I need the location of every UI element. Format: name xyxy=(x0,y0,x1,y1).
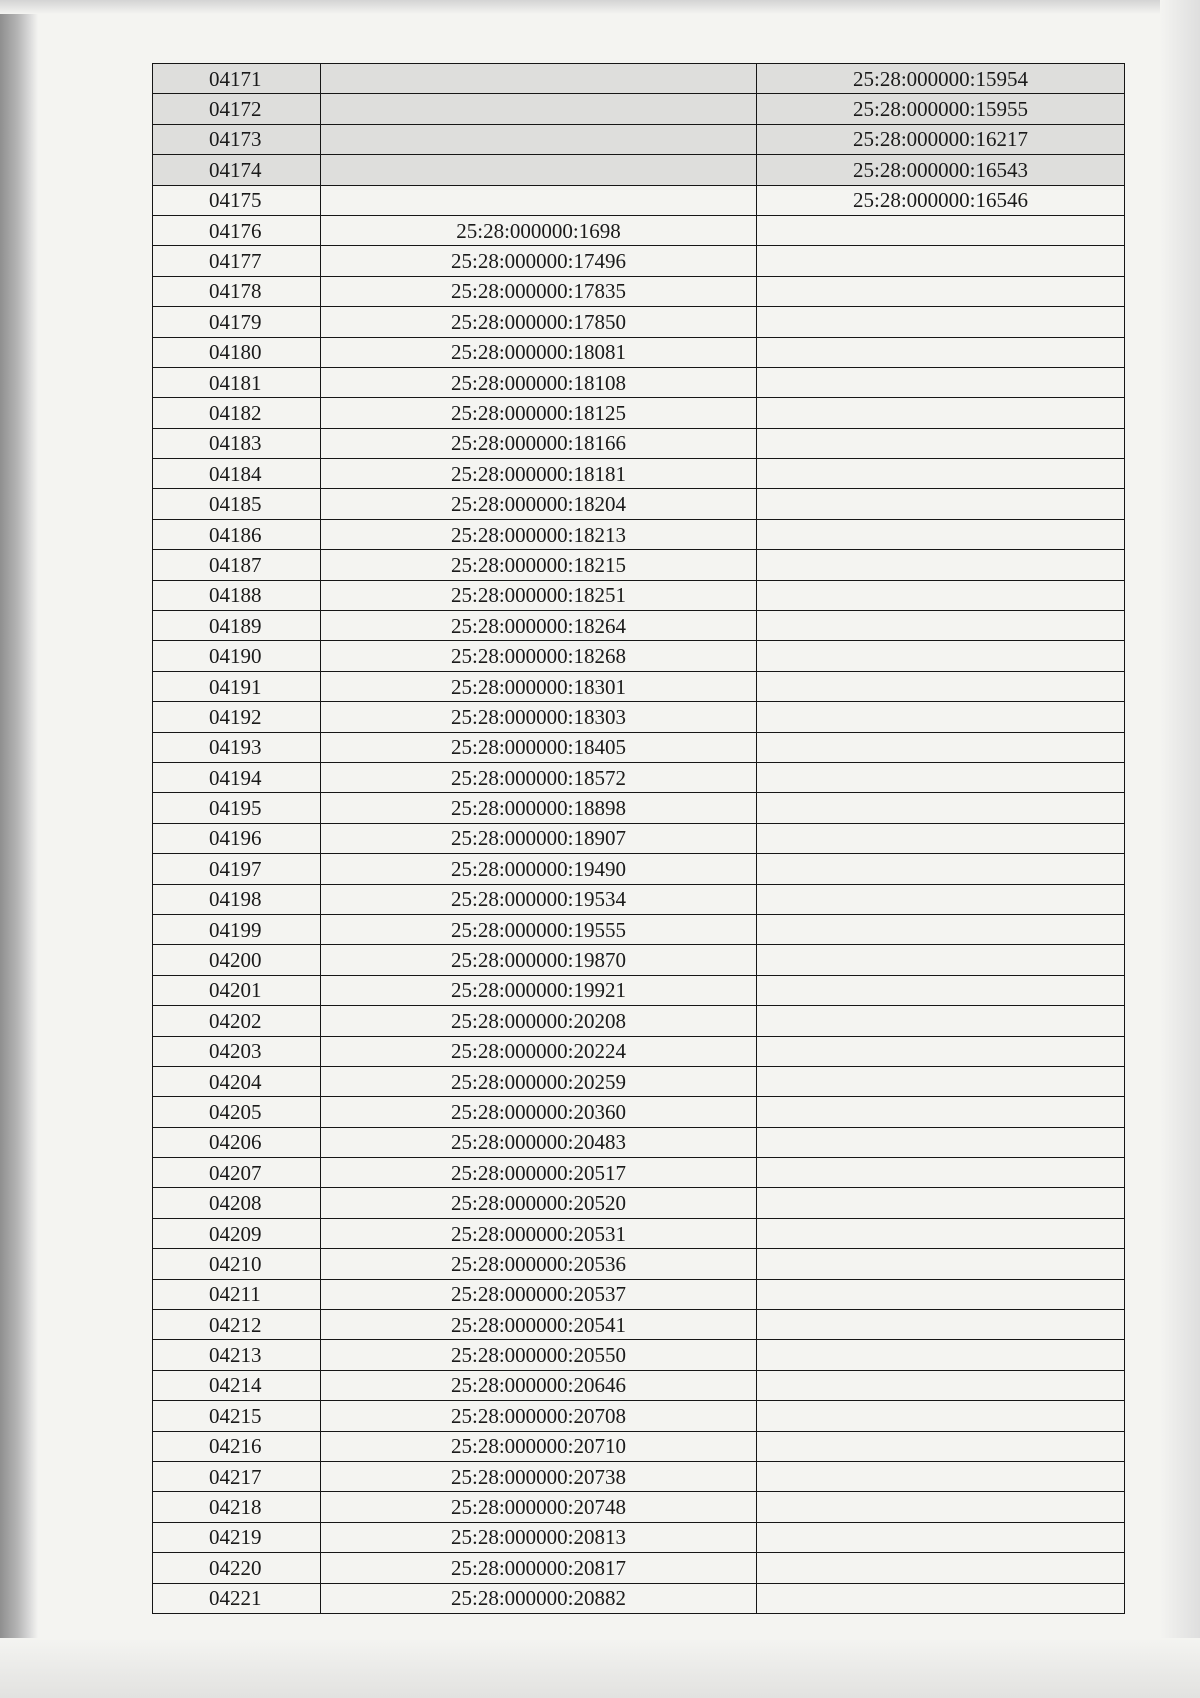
row-number-cell: 04192 xyxy=(153,702,321,732)
row-number-cell: 04199 xyxy=(153,914,321,944)
cadastral-number-cell-secondary xyxy=(757,215,1125,245)
cadastral-number-cell xyxy=(321,124,757,154)
cadastral-number-cell-secondary xyxy=(757,1188,1125,1218)
cadastral-number-cell-secondary xyxy=(757,1492,1125,1522)
table-row xyxy=(153,246,1125,276)
cadastral-number-cell: 25:28:000000:20208 xyxy=(321,1006,757,1036)
cadastral-number-cell: 25:28:000000:18181 xyxy=(321,459,757,489)
row-number-cell: 04218 xyxy=(153,1492,321,1522)
table-row xyxy=(153,1218,1125,1248)
row-number-cell: 04197 xyxy=(153,854,321,884)
row-number-cell: 04211 xyxy=(153,1279,321,1309)
cadastral-number-cell-secondary xyxy=(757,854,1125,884)
cadastral-number-cell-secondary xyxy=(757,276,1125,306)
row-number-cell: 04213 xyxy=(153,1340,321,1370)
cadastral-number-cell-secondary xyxy=(757,367,1125,397)
cadastral-number-cell-secondary xyxy=(757,611,1125,641)
scan-shadow-bottom xyxy=(0,1638,1200,1698)
cadastral-number-cell-secondary xyxy=(757,337,1125,367)
cadastral-number-cell-secondary xyxy=(757,1553,1125,1583)
cadastral-number-cell: 25:28:000000:18268 xyxy=(321,641,757,671)
cadastral-number-cell-secondary xyxy=(757,1036,1125,1066)
table-row xyxy=(153,1249,1125,1279)
table-row xyxy=(153,1188,1125,1218)
row-number-cell: 04171 xyxy=(153,64,321,94)
cadastral-number-cell: 25:28:000000:18405 xyxy=(321,732,757,762)
row-number-cell: 04191 xyxy=(153,671,321,701)
row-number-cell: 04175 xyxy=(153,185,321,215)
row-number-cell: 04207 xyxy=(153,1158,321,1188)
cadastral-number-cell-secondary xyxy=(757,1370,1125,1400)
cadastral-number-cell-secondary xyxy=(757,945,1125,975)
cadastral-number-cell-secondary xyxy=(757,732,1125,762)
table-row xyxy=(153,1461,1125,1491)
row-number-cell: 04201 xyxy=(153,975,321,1005)
table-row xyxy=(153,367,1125,397)
table-row xyxy=(153,337,1125,367)
cadastral-number-cell: 25:28:000000:20483 xyxy=(321,1127,757,1157)
table-row xyxy=(153,884,1125,914)
table-row xyxy=(153,1553,1125,1583)
row-number-cell: 04187 xyxy=(153,550,321,580)
cadastral-number-cell-secondary: 25:28:000000:16546 xyxy=(757,185,1125,215)
cadastral-number-cell: 25:28:000000:1698 xyxy=(321,215,757,245)
cadastral-number-cell: 25:28:000000:20550 xyxy=(321,1340,757,1370)
cadastral-number-cell: 25:28:000000:18264 xyxy=(321,611,757,641)
cadastral-number-cell-secondary xyxy=(757,702,1125,732)
row-number-cell: 04183 xyxy=(153,428,321,458)
table-row xyxy=(153,580,1125,610)
table-row xyxy=(153,459,1125,489)
cadastral-number-cell-secondary xyxy=(757,1461,1125,1491)
cadastral-number-table xyxy=(152,63,1125,1614)
table-row xyxy=(153,1066,1125,1096)
cadastral-number-cell: 25:28:000000:18215 xyxy=(321,550,757,580)
cadastral-number-cell: 25:28:000000:18081 xyxy=(321,337,757,367)
cadastral-number-cell-secondary xyxy=(757,246,1125,276)
row-number-cell: 04214 xyxy=(153,1370,321,1400)
cadastral-number-cell-secondary xyxy=(757,428,1125,458)
cadastral-number-cell-secondary: 25:28:000000:16543 xyxy=(757,155,1125,185)
table-row xyxy=(153,945,1125,975)
table-row xyxy=(153,975,1125,1005)
table-row xyxy=(153,793,1125,823)
cadastral-number-cell-secondary xyxy=(757,793,1125,823)
cadastral-number-cell: 25:28:000000:19534 xyxy=(321,884,757,914)
cadastral-number-cell: 25:28:000000:20259 xyxy=(321,1066,757,1096)
table-row xyxy=(153,94,1125,124)
cadastral-number-cell: 25:28:000000:20882 xyxy=(321,1583,757,1613)
cadastral-number-cell: 25:28:000000:20708 xyxy=(321,1401,757,1431)
cadastral-number-cell: 25:28:000000:18204 xyxy=(321,489,757,519)
cadastral-number-cell: 25:28:000000:18898 xyxy=(321,793,757,823)
table-row xyxy=(153,732,1125,762)
cadastral-number-cell-secondary xyxy=(757,1310,1125,1340)
table-row xyxy=(153,276,1125,306)
row-number-cell: 04196 xyxy=(153,823,321,853)
table-row xyxy=(153,1522,1125,1552)
cadastral-number-cell-secondary xyxy=(757,1127,1125,1157)
row-number-cell: 04174 xyxy=(153,155,321,185)
cadastral-number-cell: 25:28:000000:20817 xyxy=(321,1553,757,1583)
cadastral-number-cell-secondary xyxy=(757,1431,1125,1461)
table-row xyxy=(153,1310,1125,1340)
row-number-cell: 04176 xyxy=(153,215,321,245)
table-row xyxy=(153,1097,1125,1127)
table-row xyxy=(153,1006,1125,1036)
row-number-cell: 04173 xyxy=(153,124,321,154)
table-row xyxy=(153,1583,1125,1613)
cadastral-number-cell: 25:28:000000:17850 xyxy=(321,307,757,337)
row-number-cell: 04190 xyxy=(153,641,321,671)
cadastral-number-cell: 25:28:000000:19490 xyxy=(321,854,757,884)
cadastral-number-cell-secondary xyxy=(757,823,1125,853)
table-row xyxy=(153,702,1125,732)
cadastral-number-cell-secondary xyxy=(757,580,1125,610)
row-number-cell: 04193 xyxy=(153,732,321,762)
row-number-cell: 04210 xyxy=(153,1249,321,1279)
cadastral-number-cell: 25:28:000000:20710 xyxy=(321,1431,757,1461)
table-row xyxy=(153,1158,1125,1188)
table-row xyxy=(153,611,1125,641)
cadastral-number-cell-secondary xyxy=(757,1340,1125,1370)
cadastral-number-cell-secondary xyxy=(757,1066,1125,1096)
cadastral-number-cell: 25:28:000000:19921 xyxy=(321,975,757,1005)
cadastral-number-cell xyxy=(321,185,757,215)
row-number-cell: 04186 xyxy=(153,519,321,549)
table-row xyxy=(153,762,1125,792)
cadastral-number-cell: 25:28:000000:20646 xyxy=(321,1370,757,1400)
cadastral-number-cell: 25:28:000000:20748 xyxy=(321,1492,757,1522)
table-row xyxy=(153,307,1125,337)
cadastral-number-cell xyxy=(321,155,757,185)
table-row xyxy=(153,489,1125,519)
cadastral-number-cell: 25:28:000000:18907 xyxy=(321,823,757,853)
cadastral-number-cell: 25:28:000000:18166 xyxy=(321,428,757,458)
cadastral-number-cell: 25:28:000000:20536 xyxy=(321,1249,757,1279)
cadastral-number-cell-secondary: 25:28:000000:15954 xyxy=(757,64,1125,94)
table-body xyxy=(153,64,1125,1614)
table-row xyxy=(153,671,1125,701)
table-row xyxy=(153,155,1125,185)
table-row xyxy=(153,641,1125,671)
row-number-cell: 04212 xyxy=(153,1310,321,1340)
table-row xyxy=(153,185,1125,215)
table-row xyxy=(153,428,1125,458)
table-row xyxy=(153,519,1125,549)
cadastral-number-cell-secondary xyxy=(757,1522,1125,1552)
table-row xyxy=(153,1127,1125,1157)
cadastral-number-cell: 25:28:000000:18301 xyxy=(321,671,757,701)
cadastral-number-cell: 25:28:000000:20531 xyxy=(321,1218,757,1248)
row-number-cell: 04180 xyxy=(153,337,321,367)
cadastral-number-cell: 25:28:000000:18125 xyxy=(321,398,757,428)
row-number-cell: 04185 xyxy=(153,489,321,519)
cadastral-number-cell-secondary xyxy=(757,671,1125,701)
row-number-cell: 04178 xyxy=(153,276,321,306)
cadastral-number-cell: 25:28:000000:20537 xyxy=(321,1279,757,1309)
table-row xyxy=(153,124,1125,154)
table-row xyxy=(153,823,1125,853)
row-number-cell: 04202 xyxy=(153,1006,321,1036)
cadastral-number-cell-secondary xyxy=(757,1158,1125,1188)
cadastral-number-cell-secondary xyxy=(757,975,1125,1005)
row-number-cell: 04219 xyxy=(153,1522,321,1552)
cadastral-number-cell-secondary xyxy=(757,489,1125,519)
table-row xyxy=(153,914,1125,944)
cadastral-number-cell-secondary xyxy=(757,884,1125,914)
row-number-cell: 04188 xyxy=(153,580,321,610)
row-number-cell: 04216 xyxy=(153,1431,321,1461)
table-row xyxy=(153,1036,1125,1066)
row-number-cell: 04179 xyxy=(153,307,321,337)
cadastral-number-cell xyxy=(321,64,757,94)
cadastral-number-cell xyxy=(321,94,757,124)
table-row xyxy=(153,1492,1125,1522)
cadastral-number-cell: 25:28:000000:20517 xyxy=(321,1158,757,1188)
scan-shadow-right xyxy=(1160,0,1200,1698)
cadastral-number-cell: 25:28:000000:18108 xyxy=(321,367,757,397)
row-number-cell: 04198 xyxy=(153,884,321,914)
table-row xyxy=(153,1279,1125,1309)
row-number-cell: 04205 xyxy=(153,1097,321,1127)
row-number-cell: 04203 xyxy=(153,1036,321,1066)
row-number-cell: 04195 xyxy=(153,793,321,823)
table-row xyxy=(153,1431,1125,1461)
row-number-cell: 04200 xyxy=(153,945,321,975)
cadastral-number-cell-secondary xyxy=(757,398,1125,428)
row-number-cell: 04215 xyxy=(153,1401,321,1431)
table-row xyxy=(153,215,1125,245)
cadastral-number-cell-secondary xyxy=(757,1218,1125,1248)
row-number-cell: 04189 xyxy=(153,611,321,641)
cadastral-number-cell-secondary xyxy=(757,1401,1125,1431)
table-row xyxy=(153,1340,1125,1370)
table-row xyxy=(153,64,1125,94)
row-number-cell: 04184 xyxy=(153,459,321,489)
cadastral-number-cell-secondary xyxy=(757,1249,1125,1279)
cadastral-number-cell: 25:28:000000:20738 xyxy=(321,1461,757,1491)
cadastral-number-cell: 25:28:000000:20360 xyxy=(321,1097,757,1127)
cadastral-number-cell-secondary xyxy=(757,1097,1125,1127)
cadastral-number-cell: 25:28:000000:18213 xyxy=(321,519,757,549)
cadastral-number-cell-secondary xyxy=(757,519,1125,549)
cadastral-number-cell: 25:28:000000:19870 xyxy=(321,945,757,975)
cadastral-number-cell: 25:28:000000:18251 xyxy=(321,580,757,610)
cadastral-number-cell-secondary xyxy=(757,1279,1125,1309)
table-row xyxy=(153,854,1125,884)
table-row xyxy=(153,1401,1125,1431)
row-number-cell: 04194 xyxy=(153,762,321,792)
cadastral-number-cell: 25:28:000000:20541 xyxy=(321,1310,757,1340)
cadastral-number-cell-secondary: 25:28:000000:16217 xyxy=(757,124,1125,154)
cadastral-number-cell-secondary xyxy=(757,914,1125,944)
table-row xyxy=(153,1370,1125,1400)
row-number-cell: 04208 xyxy=(153,1188,321,1218)
row-number-cell: 04172 xyxy=(153,94,321,124)
cadastral-number-cell: 25:28:000000:19555 xyxy=(321,914,757,944)
row-number-cell: 04217 xyxy=(153,1461,321,1491)
scan-shadow-top xyxy=(0,0,1200,14)
row-number-cell: 04182 xyxy=(153,398,321,428)
cadastral-number-cell-secondary xyxy=(757,1006,1125,1036)
row-number-cell: 04177 xyxy=(153,246,321,276)
row-number-cell: 04181 xyxy=(153,367,321,397)
cadastral-number-cell: 25:28:000000:20813 xyxy=(321,1522,757,1552)
row-number-cell: 04220 xyxy=(153,1553,321,1583)
cadastral-number-cell-secondary xyxy=(757,550,1125,580)
cadastral-number-cell: 25:28:000000:20520 xyxy=(321,1188,757,1218)
cadastral-number-cell-secondary xyxy=(757,459,1125,489)
cadastral-number-cell: 25:28:000000:18303 xyxy=(321,702,757,732)
cadastral-number-cell: 25:28:000000:18572 xyxy=(321,762,757,792)
row-number-cell: 04206 xyxy=(153,1127,321,1157)
cadastral-number-cell: 25:28:000000:17835 xyxy=(321,276,757,306)
row-number-cell: 04221 xyxy=(153,1583,321,1613)
row-number-cell: 04204 xyxy=(153,1066,321,1096)
cadastral-number-cell: 25:28:000000:20224 xyxy=(321,1036,757,1066)
table-row xyxy=(153,398,1125,428)
cadastral-number-cell-secondary xyxy=(757,641,1125,671)
cadastral-number-cell-secondary xyxy=(757,762,1125,792)
cadastral-number-cell-secondary: 25:28:000000:15955 xyxy=(757,94,1125,124)
scan-shadow-left xyxy=(0,0,38,1698)
table-row xyxy=(153,550,1125,580)
cadastral-number-cell-secondary xyxy=(757,307,1125,337)
row-number-cell: 04209 xyxy=(153,1218,321,1248)
cadastral-number-cell-secondary xyxy=(757,1583,1125,1613)
cadastral-number-cell: 25:28:000000:17496 xyxy=(321,246,757,276)
